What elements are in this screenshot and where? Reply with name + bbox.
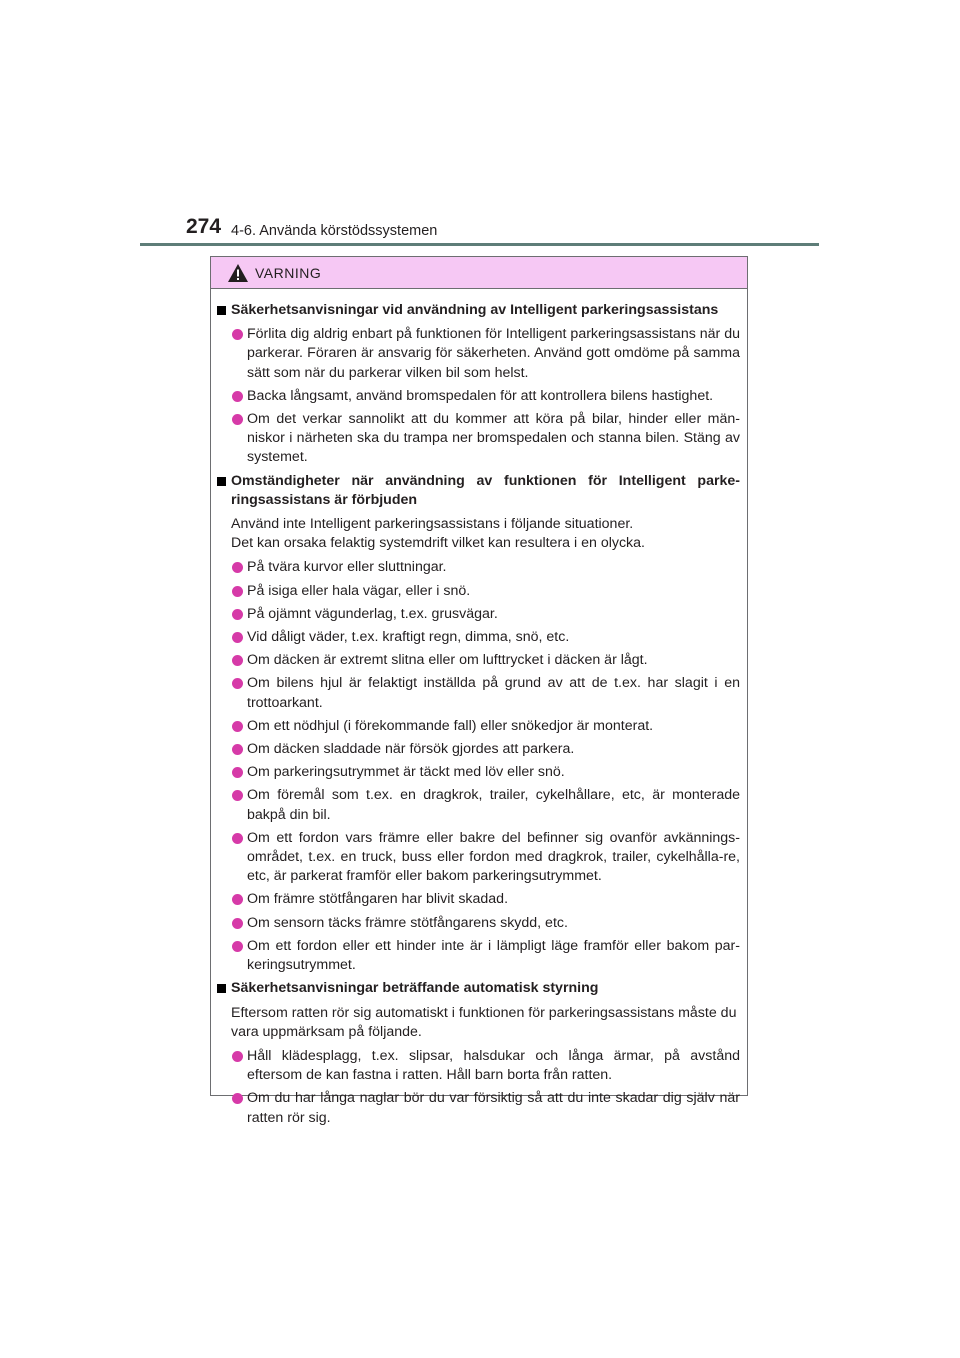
bullet-text: Om parkeringsutrymmet är täckt med löv eller snö. — [247, 764, 565, 781]
intro-line: Använd inte Intelligent parkeringsassistans i följande situationer. — [231, 516, 634, 533]
circle-bullet-icon — [232, 562, 243, 573]
circle-bullet-icon — [232, 1051, 243, 1062]
circle-bullet-icon — [232, 790, 243, 801]
section-title: 4-6. Använda körstödssystemen — [231, 223, 438, 239]
bullet-text: På ojämnt vägunderlag, t.ex. grusvägar. — [247, 605, 498, 622]
bullet-text: Håll klädesplagg, t.ex. slipsar, halsdukar och långa ärmar, på avstånd eftersom de kan fastna i ratten. Håll barn borta från ratten. — [247, 1047, 740, 1084]
bullet-text: Om föremål som t.ex. en dragkrok, trailer, cykelhållare, etc, är monterade bakpå din bil. — [247, 787, 740, 823]
circle-bullet-icon — [232, 918, 243, 929]
bullet-item — [216, 786, 740, 824]
warning-title: VARNING — [255, 264, 322, 281]
warning-triangle-icon — [227, 263, 249, 283]
circle-bullet-icon — [232, 894, 243, 905]
circle-bullet-icon — [232, 744, 243, 755]
circle-bullet-icon — [232, 609, 243, 620]
bullet-text: Om sensorn täcks främre stötfångarens skydd, etc. — [247, 914, 568, 931]
circle-bullet-icon — [232, 632, 243, 643]
bullet-item — [216, 387, 740, 406]
section-heading-text: Säkerhetsanvisningar vid användning av Intelligent parkeringsassistans — [231, 302, 719, 318]
bullet-item — [216, 674, 740, 712]
square-bullet-icon — [217, 306, 226, 315]
section-heading-text: Säkerhetsanvisningar beträffande automatisk styrning — [231, 980, 599, 997]
circle-bullet-icon — [232, 586, 243, 597]
bullet-item — [216, 410, 740, 468]
bullet-text: Om ett fordon eller ett hinder inte är i lämpligt läge framför eller bakom par-keringsutrymmet. — [247, 937, 740, 974]
section-intro — [216, 1004, 740, 1042]
bullet-item — [216, 914, 740, 933]
warning-section — [216, 979, 740, 1127]
warning-header — [211, 257, 747, 289]
bullet-item — [216, 763, 740, 782]
bullet-item — [216, 325, 740, 383]
bullet-text: Vid dåligt väder, t.ex. kraftigt regn, dimma, snö, etc. — [247, 629, 570, 646]
bullet-item — [216, 628, 740, 647]
bullet-item — [216, 1047, 740, 1085]
circle-bullet-icon — [232, 833, 243, 844]
bullet-text: På tvära kurvor eller sluttningar. — [247, 559, 447, 576]
circle-bullet-icon — [232, 1093, 243, 1104]
circle-bullet-icon — [232, 941, 243, 952]
warning-body — [211, 289, 747, 1128]
square-bullet-icon — [217, 984, 226, 993]
bullet-text: Om du har långa naglar bör du var försiktig så att du inte skadar dig själv när ratten rör sig. — [247, 1090, 740, 1126]
bullet-text: Om det verkar sannolikt att du kommer att köra på bilar, hinder eller män-niskor i närheten ska du trampa ner bromspedalen och stanna bilen. Stäng av systemet. — [247, 411, 740, 466]
header-rule — [140, 243, 819, 246]
warning-box — [210, 256, 748, 1126]
bullet-text: Förlita dig aldrig enbart på funktionen för Intelligent parkeringsassistans när du parkerar. Föraren är ansvarig för säkerheten. Använd gott omdöme på samma sätt som när du parkerar vilken bil som helst. — [247, 326, 740, 381]
circle-bullet-icon — [232, 414, 243, 425]
bullet-text: På isiga eller hala vägar, eller i snö. — [247, 582, 471, 599]
section-heading-text: Omständigheter när användning av funktionen för Intelligent parke-ringsassistans är förbjuden — [231, 472, 740, 508]
bullet-item — [216, 829, 740, 887]
section-heading — [216, 472, 740, 510]
bullet-item — [216, 582, 740, 601]
bullet-text: Om däcken är extremt slitna eller om lufttrycket i däcken är lågt. — [247, 652, 648, 669]
circle-bullet-icon — [232, 329, 243, 340]
bullet-item — [216, 605, 740, 624]
bullet-text: Om bilens hjul är felaktigt inställda på grund av att de t.ex. har slagit i en trottoarkant. — [247, 675, 740, 711]
circle-bullet-icon — [232, 391, 243, 402]
circle-bullet-icon — [232, 721, 243, 732]
page-number: 274 — [186, 215, 222, 238]
bullet-text: Backa långsamt, använd bromspedalen för att kontrollera bilens hastighet. — [247, 387, 714, 404]
bullet-text: Om ett nödhjul (i förekommande fall) eller snökedjor är monterat. — [247, 717, 654, 734]
bullet-item — [216, 740, 740, 759]
circle-bullet-icon — [232, 655, 243, 666]
bullet-item — [216, 717, 740, 736]
circle-bullet-icon — [232, 678, 243, 689]
bullet-item — [216, 558, 740, 577]
section-intro — [216, 515, 740, 553]
bullet-text: Om främre stötfångaren har blivit skadad. — [247, 891, 509, 908]
bullet-item — [216, 890, 740, 909]
intro-line: Det kan orsaka felaktig systemdrift vilket kan resultera i en olycka. — [231, 535, 645, 552]
section-heading — [216, 979, 740, 998]
bullet-text: Om ett fordon vars främre eller bakre del befinner sig ovanför avkännings-området, t.ex. en truck, buss eller fordon med dragkrok, trailer, cykelhålla-re, etc, är parkerat framför eller bakom parkeringsutrymmet. — [247, 829, 740, 885]
square-bullet-icon — [217, 477, 226, 486]
bullet-item — [216, 937, 740, 975]
section-heading — [216, 301, 740, 320]
warning-section — [216, 301, 740, 468]
bullet-item — [216, 1089, 740, 1127]
intro-line: Eftersom ratten rör sig automatiskt i funktionen för parkeringsassistans måste du vara uppmärksam på följande. — [231, 1004, 737, 1040]
bullet-text: Om däcken sladdade när försök gjordes att parkera. — [247, 741, 575, 758]
bullet-item — [216, 651, 740, 670]
warning-section — [216, 472, 740, 976]
circle-bullet-icon — [232, 767, 243, 778]
